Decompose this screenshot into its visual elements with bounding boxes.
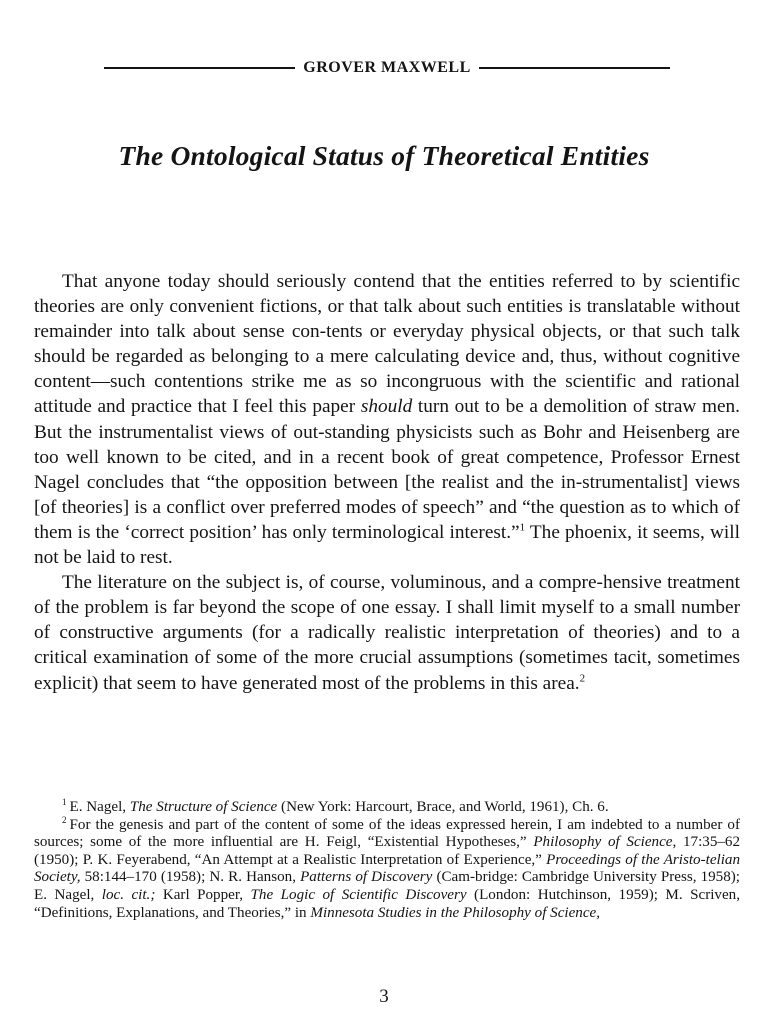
paragraph-2-text: The literature on the subject is, of course, voluminous, and a compre-hensive treatment of the problem is far beyond the scope of one essay. I shall limit myself to a small number of constructive arguments (for a radically realistic interpretation of theories) and to a critical examination of some of the more crucial assumptions (sometimes tacit, sometimes explicit) that seem to have generated most of the problems in this area. xyxy=(34,572,740,694)
footnote-2-text-3: 58:144–170 (1958); N. R. Hanson, xyxy=(80,869,301,886)
paragraph-1-text-c: The phoenix, it seems, will not be laid to rest. xyxy=(34,521,740,569)
footnote-2-text-2: 17:35–62 (1950); P. K. Feyerabend, “An Attempt at a Realistic Interpretation of Experience,” xyxy=(34,834,741,868)
author-name: GROVER MAXWELL xyxy=(303,59,471,76)
footnote-2-text-6: (London: Hutchinson, 1959); M. Scriven, “Definitions, Explanations, and Theories,” in xyxy=(34,886,740,921)
paragraph-1-text-a: That anyone today should seriously contend that the entities referred to by scientific theories are only convenient fictions, or that talk about such entities is translatable without remainder into talk about sense con-tents or everyday physical objects, or that such talk should be regarded as belonging to a mere calculating device and, thus, without cognitive content—such contentions strike me as so incongruous with the scientific and rational attitude and practice that I feel this paper xyxy=(34,271,740,418)
footnote-2-italic-1: Philosophy of Science, xyxy=(533,834,677,851)
header-rule-right xyxy=(479,67,670,69)
footnote-2 xyxy=(34,814,741,923)
emphasis-should: should xyxy=(360,396,413,418)
footnote-2-italic-4: loc. cit.; xyxy=(101,886,156,903)
paragraph-2 xyxy=(34,570,740,695)
header-rule-left xyxy=(104,67,295,69)
paragraph-1-text-b: turn out to be a demolition of straw men. But the instrumentalist views of out-standing physicists such as Bohr and Heisenberg are too well known to be cited, and in a recent book of great competence, Professor Ernest Nagel concludes that “the opposition between [the realist and the in-strumentalist] views [of theories] is a conflict over preferred modes of speech” and “the question as to which of them is the ‘correct position’ has only terminological interest.” xyxy=(34,396,740,543)
footnotes xyxy=(34,796,741,922)
footnote-1-book-title: The Structure of Science xyxy=(129,799,278,815)
footnote-2-italic-3: Patterns of Discovery xyxy=(300,869,433,886)
footnote-1-text-b: (New York: Harcourt, Brace, and World, 1961), Ch. 6. xyxy=(277,799,609,815)
footnote-1 xyxy=(34,796,740,817)
footnote-ref-2: 2 xyxy=(579,672,586,685)
footnote-2-italic-5: The Logic of Scientific Discovery xyxy=(250,886,467,903)
body-text xyxy=(34,269,740,696)
chapter-title: The Ontological Status of Theoretical Entities xyxy=(118,140,650,171)
footnote-1-text-a: E. Nagel, xyxy=(69,799,130,815)
paragraph-1 xyxy=(34,269,740,570)
footnote-2-text-4: (Cam-bridge: Cambridge University Press, 1958); E. Nagel, xyxy=(34,869,740,903)
running-header xyxy=(104,57,670,79)
footnote-1-mark: 1 xyxy=(62,796,67,807)
page-number: 3 xyxy=(379,986,389,1007)
footnote-2-text-5: Karl Popper, xyxy=(155,886,251,903)
footnote-ref-1: 1 xyxy=(519,521,526,534)
footnote-2-italic-2: Proceedings of the Aristo-telian Society, xyxy=(34,851,740,886)
footnote-2-mark: 2 xyxy=(62,814,67,825)
footnote-2-text-1: For the genesis and part of the content of some of the ideas expressed herein, I am indebted to a number of sources; some of the more influential are H. Feigl, “Existential Hypotheses,” xyxy=(34,816,740,851)
footnote-2-italic-6: Minnesota Studies in the Philosophy of Science, xyxy=(310,904,601,921)
